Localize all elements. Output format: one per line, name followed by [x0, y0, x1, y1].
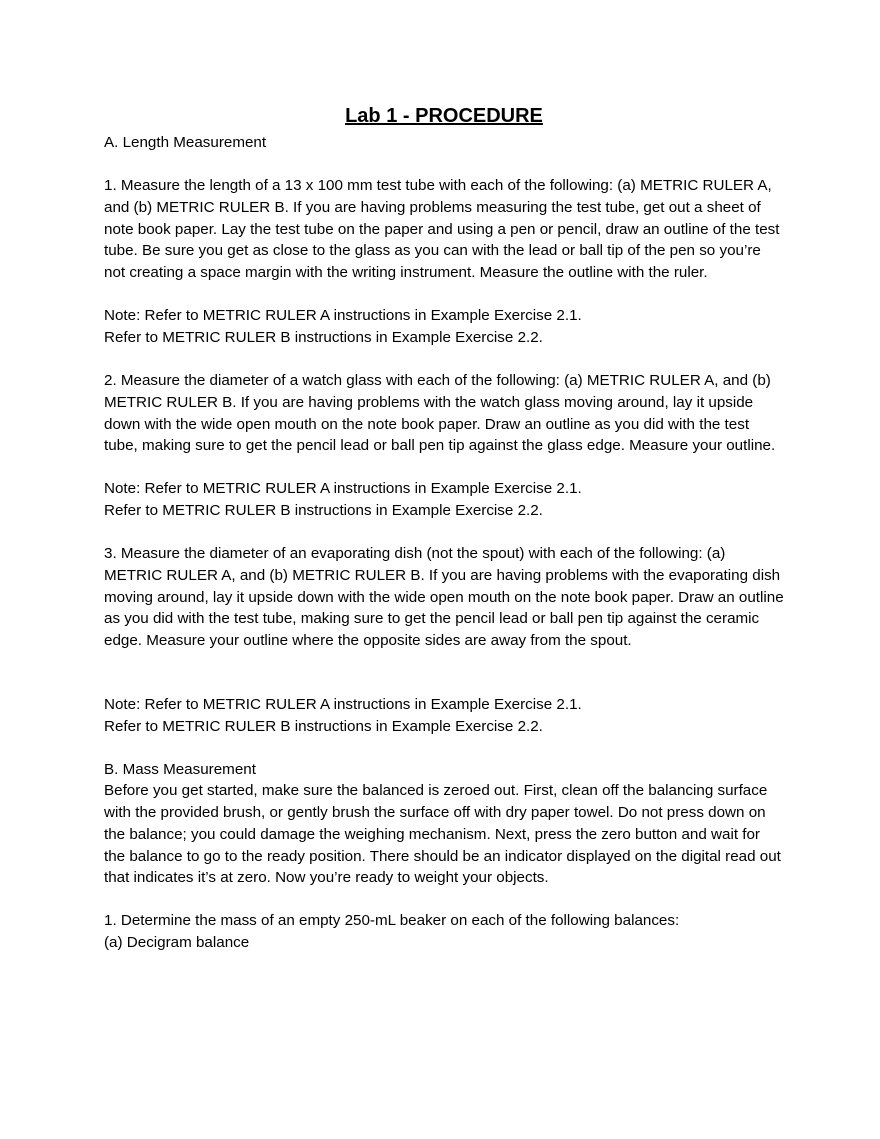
- section-a-note-3-b: Refer to METRIC RULER B instructions in Example Exercise 2.2.: [104, 717, 543, 735]
- section-b-step-1-a: (a) Decigram balance: [104, 934, 250, 952]
- section-a-step-1: 1. Measure the length of a 13 x 100 mm test tube with each of the following: (a) METRIC RULER A, and (b) METRIC RULER B. If you are having problems measuring the test tube, get out a sheet of note book paper. Lay the test tube on the paper and using a pen or pencil, draw an outline of the test tube. Be sure you get as close to the glass as you can with the lead or ball tip of the pen so you’re not creating a space margin with the writing instrument. Measure the outline with the ruler.: [104, 177, 780, 282]
- section-a-note-2-a: Note: Refer to METRIC RULER A instructions in Example Exercise 2.1.: [104, 480, 582, 498]
- spacer: [104, 737, 784, 759]
- spacer: [104, 284, 784, 306]
- section-a-note-1-b: Refer to METRIC RULER B instructions in Example Exercise 2.2.: [104, 328, 543, 346]
- section-a-note-2-b: Refer to METRIC RULER B instructions in Example Exercise 2.2.: [104, 502, 543, 520]
- page-title: Lab 1 - PROCEDURE: [345, 105, 543, 127]
- section-b-heading: B. Mass Measurement: [104, 760, 256, 778]
- spacer: [104, 652, 784, 694]
- spacer: [104, 349, 784, 371]
- spacer: [104, 522, 784, 544]
- section-a-note-3-a: Note: Refer to METRIC RULER A instructions in Example Exercise 2.1.: [104, 695, 582, 713]
- section-a-step-2: 2. Measure the diameter of a watch glass with each of the following: (a) METRIC RULER A, and (b) METRIC RULER B. If you are having problems with the watch glass moving around, lay it upside down with the wide open mouth on the note book paper. Draw an outline as you did with the test tube, making sure to get the pencil lead or ball pen tip against the glass edge. Measure your outline.: [104, 372, 776, 455]
- document-page: [104, 103, 784, 954]
- section-b-intro: Before you get started, make sure the balanced is zeroed out. First, clean off the balancing surface with the provided brush, or gently brush the surface off with dry paper towel. Do not press down on the balance; you could damage the weighing mechanism. Next, press the zero button and wait for the balance to go to the ready position. There should be an indicator displayed on the digital read out that indicates it’s at zero. Now you’re ready to weight your objects.: [104, 782, 781, 887]
- section-a-step-3: 3. Measure the diameter of an evaporating dish (not the spout) with each of the following: (a) METRIC RULER A, and (b) METRIC RULER B. If you are having problems with the evaporating dish moving around, lay it upside down with the wide open mouth on the note book paper. Draw an outline as you did with the test tube, making sure to get the pencil lead or ball pen tip against the ceramic edge. Measure your outline where the opposite sides are away from the spout.: [104, 545, 784, 650]
- section-a-note-1-a: Note: Refer to METRIC RULER A instructions in Example Exercise 2.1.: [104, 307, 582, 325]
- section-a-heading: A. Length Measurement: [104, 134, 267, 151]
- spacer: [104, 457, 784, 479]
- spacer: [104, 154, 784, 176]
- section-b-step-1: 1. Determine the mass of an empty 250-mL beaker on each of the following balances:: [104, 912, 680, 930]
- spacer: [104, 889, 784, 911]
